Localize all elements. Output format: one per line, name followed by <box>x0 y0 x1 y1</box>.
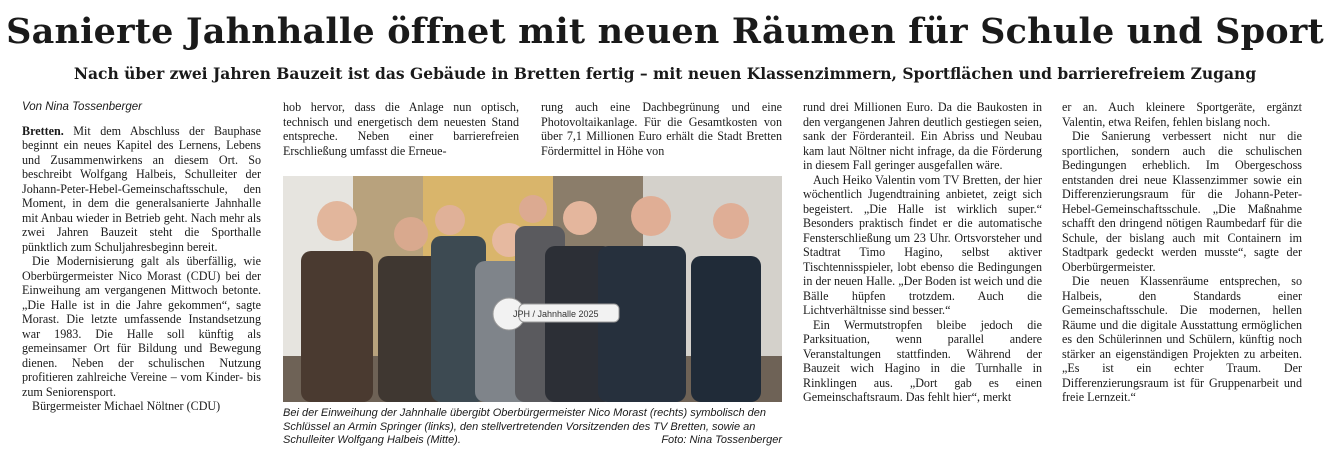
paragraph-text: Mit dem Abschluss der Bauphase beginnt ein neues Kapitel des Lernens, Lebens und Zusammenwirkens an diesem Ort. So beschreibt Wolfgang Halbeis, Schulleiter der Johann-Peter-Hebel-Gemeinschaftsschule, den Moment, in dem die generalsanierte Jahnhalle mit Anbau wieder in Betrieb geht. Nach mehr als zwei Jahren Bauzeit steht die Sporthalle pünktlich zum Schuljahresbeginn bereit. <box>22 123 261 254</box>
group-photo <box>283 176 782 402</box>
headline: Sanierte Jahnhalle öffnet mit neuen Räumen für Schule und Sport <box>6 11 1324 52</box>
photo-caption <box>283 407 782 448</box>
article-column-5 <box>1062 100 1302 405</box>
dateline: Bretten. <box>22 123 64 138</box>
paragraph <box>22 124 261 255</box>
article-column-1 <box>22 100 261 414</box>
key-label: JPH / Jahnhalle 2025 <box>513 309 599 319</box>
paragraph: Auch Heiko Valentin vom TV Bretten, der hier wöchentlich Jugendtraining anbietet, zeigt sich begeistert. „Die Halle ist wirklich super.“ Besonders praktisch findet er die automatische Fensterschließung um 23 Uhr. Ortsvorsteher und Stadtrat Timo Hagino, selbst aktiver Tischtennisspieler, lobt ebenso die Bedingungen in der neuen Halle. „Der Boden ist weich und die Bälle hüpfen trotzdem. Auch die Lichtverhältnisse sind besser.“ <box>803 172 1042 317</box>
paragraph: er an. Auch kleinere Sportgeräte, ergänzt Valentin, etwa Reifen, fehlen bislang noch. <box>1062 100 1302 129</box>
caption-text: Bei der Einweihung der Jahnhalle übergibt Oberbürgermeister Nico Morast (rechts) symbolisch den Schlüssel an Armin Springer (links), den stellvertretenden Vorsitzenden des TV Bretten, sowie an Schulleiter Wolfgang Halbeis (Mitte). <box>283 407 767 446</box>
paragraph: Die Sanierung verbessert nicht nur die sportlichen, sondern auch die schulischen Bedingungen erheblich. Im Obergeschoss entstanden drei neue Klassenzimmer sowie ein Differenzierungsraum für die Johann-Peter-Hebel-Gemeinschaftsschule. „Die Maßnahme schafft den dringend nötigen Raumbedarf für die Schule, der bislang auch mit Containern im Stadtpark gedeckt werden musste“, sagte der Oberbürgermeister. <box>1062 129 1302 274</box>
paragraph: Die neuen Klassenräume entsprechen, so Halbeis, den Standards einer Gemeinschaftsschule. Die modernen, hellen Räume und die digitale Ausstattung ermöglichen es den Schülerinnen und Schülern, künftig noch stärker an eigenständigen Projekten zu arbeiten. „Es ist ein echter Traum. Der Differenzierungsraum ist für Gruppenarbeit und freie Lernzeit.“ <box>1062 274 1302 404</box>
paragraph: Die Modernisierung galt als überfällig, wie Oberbürgermeister Nico Morast (CDU) bei der Einweihung am vergangenen Mittwoch betonte. „Die Halle ist in die Jahre gekommen“, sagte Morast. Die letzte umfassende Instandsetzung war 1983. Die Halle soll künftig als gemeinsamer Ort für Bildung und Bewegung dienen. Neben der schulischen Nutzung profitieren zahlreiche Vereine – vom Kinder- bis zum Seniorensport. <box>22 254 261 399</box>
article-column-3 <box>541 100 782 158</box>
paragraph: Bürgermeister Michael Nöltner (CDU) <box>32 399 221 413</box>
paragraph: rund drei Millionen Euro. Da die Baukosten in den vergangenen Jahren deutlich gestiegen seien, sank der Förderanteil. Ein Abriss und Neubau kam laut Nöltner nicht infrage, da die Förderung in diesem Fall geringer ausgefallen wäre. <box>803 100 1042 172</box>
photo-credit: Foto: Nina Tossenberger <box>661 434 782 446</box>
article-column-4 <box>803 100 1042 405</box>
paragraph: hob hervor, dass die Anlage nun optisch, technisch und energetisch dem neuesten Stand entspreche. Neben einer barrierefreien Erschließung umfasst die Erneue- <box>283 100 519 158</box>
article-column-2 <box>283 100 519 158</box>
paragraph: rung auch eine Dachbegrünung und eine Photovoltaikanlage. Für die Gesamtkosten von über 7,1 Millionen Euro erhält die Stadt Bretten Fördermittel in Höhe von <box>541 100 782 158</box>
byline: Von Nina Tossenberger <box>22 101 142 113</box>
subheadline: Nach über zwei Jahren Bauzeit ist das Gebäude in Bretten fertig – mit neuen Klassenzimmern, Sportflächen und barrierefreiem Zugang <box>73 64 1257 83</box>
paragraph: Ein Wermutstropfen bleibe jedoch die Parksituation, wenn parallel andere Veranstaltungen stattfinden. Während der Bauzeit wich Hagino in die Turnhalle in Rinklingen aus. „Dort gab es einen Gemeinschaftsraum. Das fehlt hier“, merkt <box>803 317 1042 404</box>
